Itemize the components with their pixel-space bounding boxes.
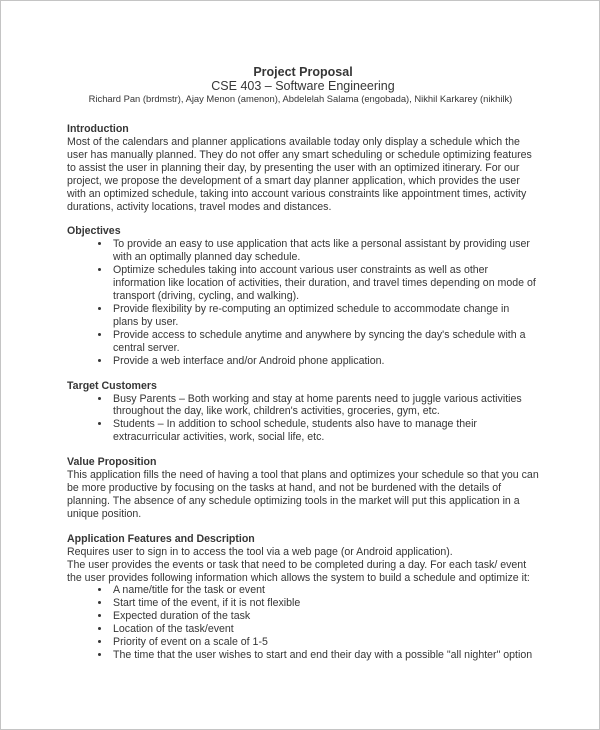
- paragraph: The user provides the events or task that need to be completed during a day. For each task/ event the user provides following information which allows the system to build a schedule and optimize it:: [67, 558, 530, 584]
- bullet-item: • Location of the task/event: [111, 623, 537, 636]
- section-heading: Objectives: [67, 225, 121, 238]
- section-introduction: [67, 123, 539, 213]
- bullet-list: [67, 393, 537, 445]
- section-application-features: [67, 533, 539, 662]
- section-heading: Value Proposition: [67, 456, 157, 469]
- paragraph: Requires user to sign in to access the tool via a web page (or Android application).: [67, 545, 453, 558]
- document-header: [67, 65, 539, 105]
- paragraph: This application fills the need of having a tool that plans and optimizes your schedule so that you can be more productive by focusing on the tasks at hand, and not be burdened with the details of planning. The absence of any schedule optimizing tools in the market will put this application in a unique position.: [67, 469, 539, 520]
- bullet-item: • The time that the user wishes to start and end their day with a possible "all nighter" option: [111, 649, 537, 662]
- bullet-item: • Priority of event on a scale of 1-5: [111, 636, 537, 649]
- course-line: CSE 403 – Software Engineering: [211, 79, 395, 93]
- bullet-item: • Provide flexibility by re-computing an optimized schedule to accommodate change in plans by user.: [111, 303, 537, 329]
- section-heading: Introduction: [67, 123, 129, 135]
- bullet-item: • Provide access to schedule anytime and anywhere by syncing the day's schedule with a central server.: [111, 329, 537, 355]
- bullet-item: • A name/title for the task or event: [111, 584, 537, 597]
- section-heading: Target Customers: [67, 379, 157, 392]
- section-heading: Application Features and Description: [67, 532, 255, 545]
- bullet-item: • Optimize schedules taking into account various user constraints as well as other information like location of activities, their duration, and travel times depending on mode of transport (driving, cycling, and walking).: [111, 264, 537, 303]
- bullet-list: [67, 238, 537, 367]
- paragraph: Most of the calendars and planner applications available today only display a schedule which the user has manually planned. They do not offer any smart scheduling or schedule optimizing features to assist the user in planning their day, by presenting the user with an optimized itinerary. For our project, we propose the development of a smart day planner application, which provides the user with an optimized schedule, taking into account various constraints like appointment times, activity durations, activity locations, travel modes and distances.: [67, 136, 532, 213]
- bullet-item: • Busy Parents – Both working and stay at home parents need to juggle various activities throughout the day, like work, children's activities, groceries, gym, etc.: [111, 393, 537, 419]
- document-title: Project Proposal: [253, 65, 353, 79]
- section-objectives: [67, 225, 539, 367]
- authors-line: Richard Pan (brdmstr), Ajay Menon (amenon), Abdelelah Salama (engobada), Nikhil Karkarey (nikhilk): [88, 93, 513, 104]
- bullet-item: • Start time of the event, if it is not flexible: [111, 597, 537, 610]
- bullet-item: • To provide an easy to use application that acts like a personal assistant by providing user with an optimally planned day schedule.: [111, 238, 537, 264]
- section-value-proposition: [67, 456, 539, 521]
- section-target-customers: [67, 380, 539, 445]
- bullet-item: • Students – In addition to school schedule, students also have to manage their extracurricular activities, work, social life, etc.: [111, 418, 537, 444]
- bullet-list: [67, 584, 537, 661]
- bullet-item: • Provide a web interface and/or Android phone application.: [111, 355, 537, 368]
- bullet-item: • Expected duration of the task: [111, 610, 537, 623]
